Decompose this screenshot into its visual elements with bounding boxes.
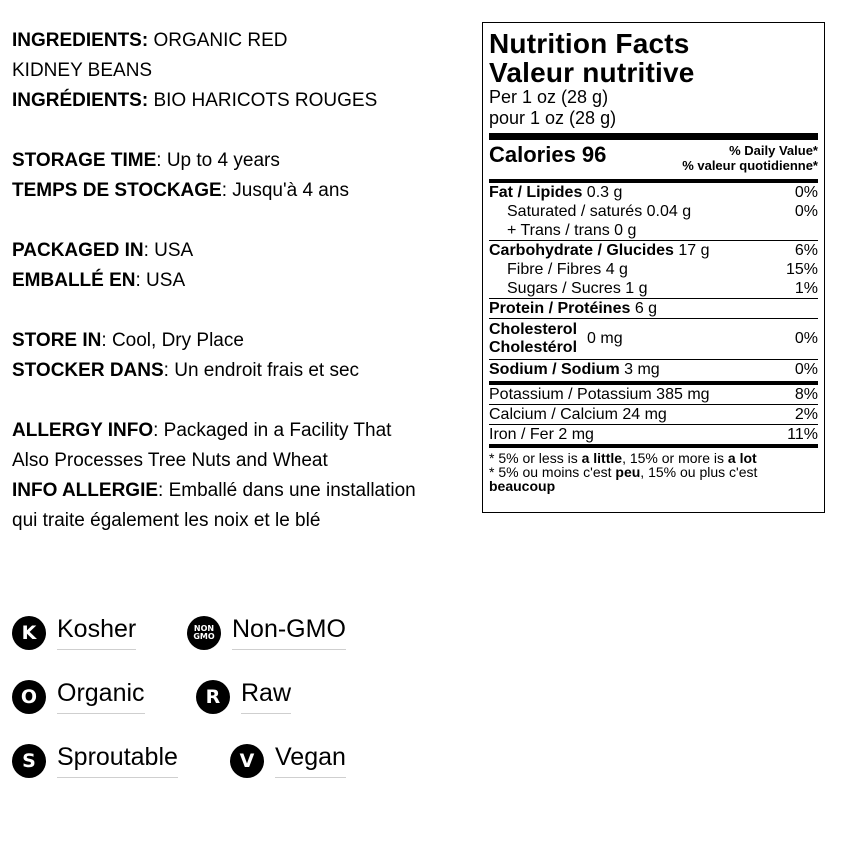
ingredients-fr: INGRÉDIENTS: BIO HARICOTS ROUGES <box>12 90 378 111</box>
allergy-fr: INFO ALLERGIE: Emballé dans une installation <box>12 480 416 501</box>
kosher-icon: K <box>12 616 46 650</box>
iron-row: Iron / Fer 2 mg 11% <box>489 426 818 443</box>
cholesterol-row: Cholesterol Cholestérol 0 mg 0% <box>489 321 818 356</box>
calories-row <box>489 140 818 179</box>
serving-size-en: Per 1 oz (28 g) <box>489 87 609 107</box>
carbohydrate-row: Carbohydrate / Glucides 17 g 6% <box>489 242 818 259</box>
badge-label: Kosher <box>57 615 136 650</box>
badge-label: Non-GMO <box>232 615 346 650</box>
sugars-row: Sugars / Sucres 1 g 1% <box>507 280 818 297</box>
packaged-en: PACKAGED IN: USA <box>12 240 194 261</box>
storage-fr: TEMPS DE STOCKAGE: Jusqu'à 4 ans <box>12 180 349 201</box>
badge-vegan <box>230 743 346 778</box>
certification-badges <box>12 610 412 810</box>
trans-row: + Trans / trans 0 g <box>507 222 637 239</box>
protein-row: Protein / Protéines 6 g <box>489 300 658 317</box>
potassium-row: Potassium / Potassium 385 mg 8% <box>489 386 818 403</box>
nutrition-facts-table <box>482 22 825 513</box>
badge-label: Sproutable <box>57 743 178 778</box>
ingredients-en-cont: KIDNEY BEANS <box>12 60 153 81</box>
badge-label: Vegan <box>275 743 346 778</box>
store-en: STORE IN: Cool, Dry Place <box>12 330 244 351</box>
raw-icon: R <box>196 680 230 714</box>
fat-row: Fat / Lipides 0.3 g 0% <box>489 184 818 201</box>
allergy-en: ALLERGY INFO: Packaged in a Facility That <box>12 420 392 441</box>
sodium-row: Sodium / Sodium 3 mg 0% <box>489 361 818 378</box>
fibre-row: Fibre / Fibres 4 g 15% <box>507 261 818 278</box>
badge-organic <box>12 679 145 714</box>
badge-label: Raw <box>241 679 291 714</box>
vegan-icon: V <box>230 744 264 778</box>
saturated-row: Saturated / saturés 0.04 g 0% <box>507 203 818 220</box>
non-gmo-icon: NON GMO <box>187 616 221 650</box>
packaged-fr: EMBALLÉ EN: USA <box>12 270 186 291</box>
footnote: * 5% or less is a little, 15% or more is a lot * 5% ou moins c'est peu, 15% ou plus c'est beaucoup <box>489 450 758 494</box>
nutrition-title-fr: Valeur nutritive <box>489 57 695 88</box>
calories: Calories 96 <box>489 142 607 167</box>
nutrition-title-en: Nutrition Facts <box>489 28 690 59</box>
storage-en: STORAGE TIME: Up to 4 years <box>12 150 280 171</box>
ingredients-en: INGREDIENTS: ORGANIC RED <box>12 30 288 51</box>
allergy-en-cont: Also Processes Tree Nuts and Wheat <box>12 450 328 471</box>
daily-value-header: % Daily Value* % valeur quotidienne* <box>682 143 818 173</box>
badge-raw <box>196 679 291 714</box>
badge-sproutable <box>12 743 178 778</box>
divider <box>489 133 818 140</box>
badge-kosher <box>12 615 136 650</box>
product-details <box>12 26 477 536</box>
badge-non-gmo <box>187 615 346 650</box>
sproutable-icon: S <box>12 744 46 778</box>
organic-icon: O <box>12 680 46 714</box>
badge-label: Organic <box>57 679 145 714</box>
allergy-fr-cont: qui traite également les noix et le blé <box>12 510 321 531</box>
calcium-row: Calcium / Calcium 24 mg 2% <box>489 406 818 423</box>
store-fr: STOCKER DANS: Un endroit frais et sec <box>12 360 360 381</box>
serving-size-fr: pour 1 oz (28 g) <box>489 108 617 128</box>
